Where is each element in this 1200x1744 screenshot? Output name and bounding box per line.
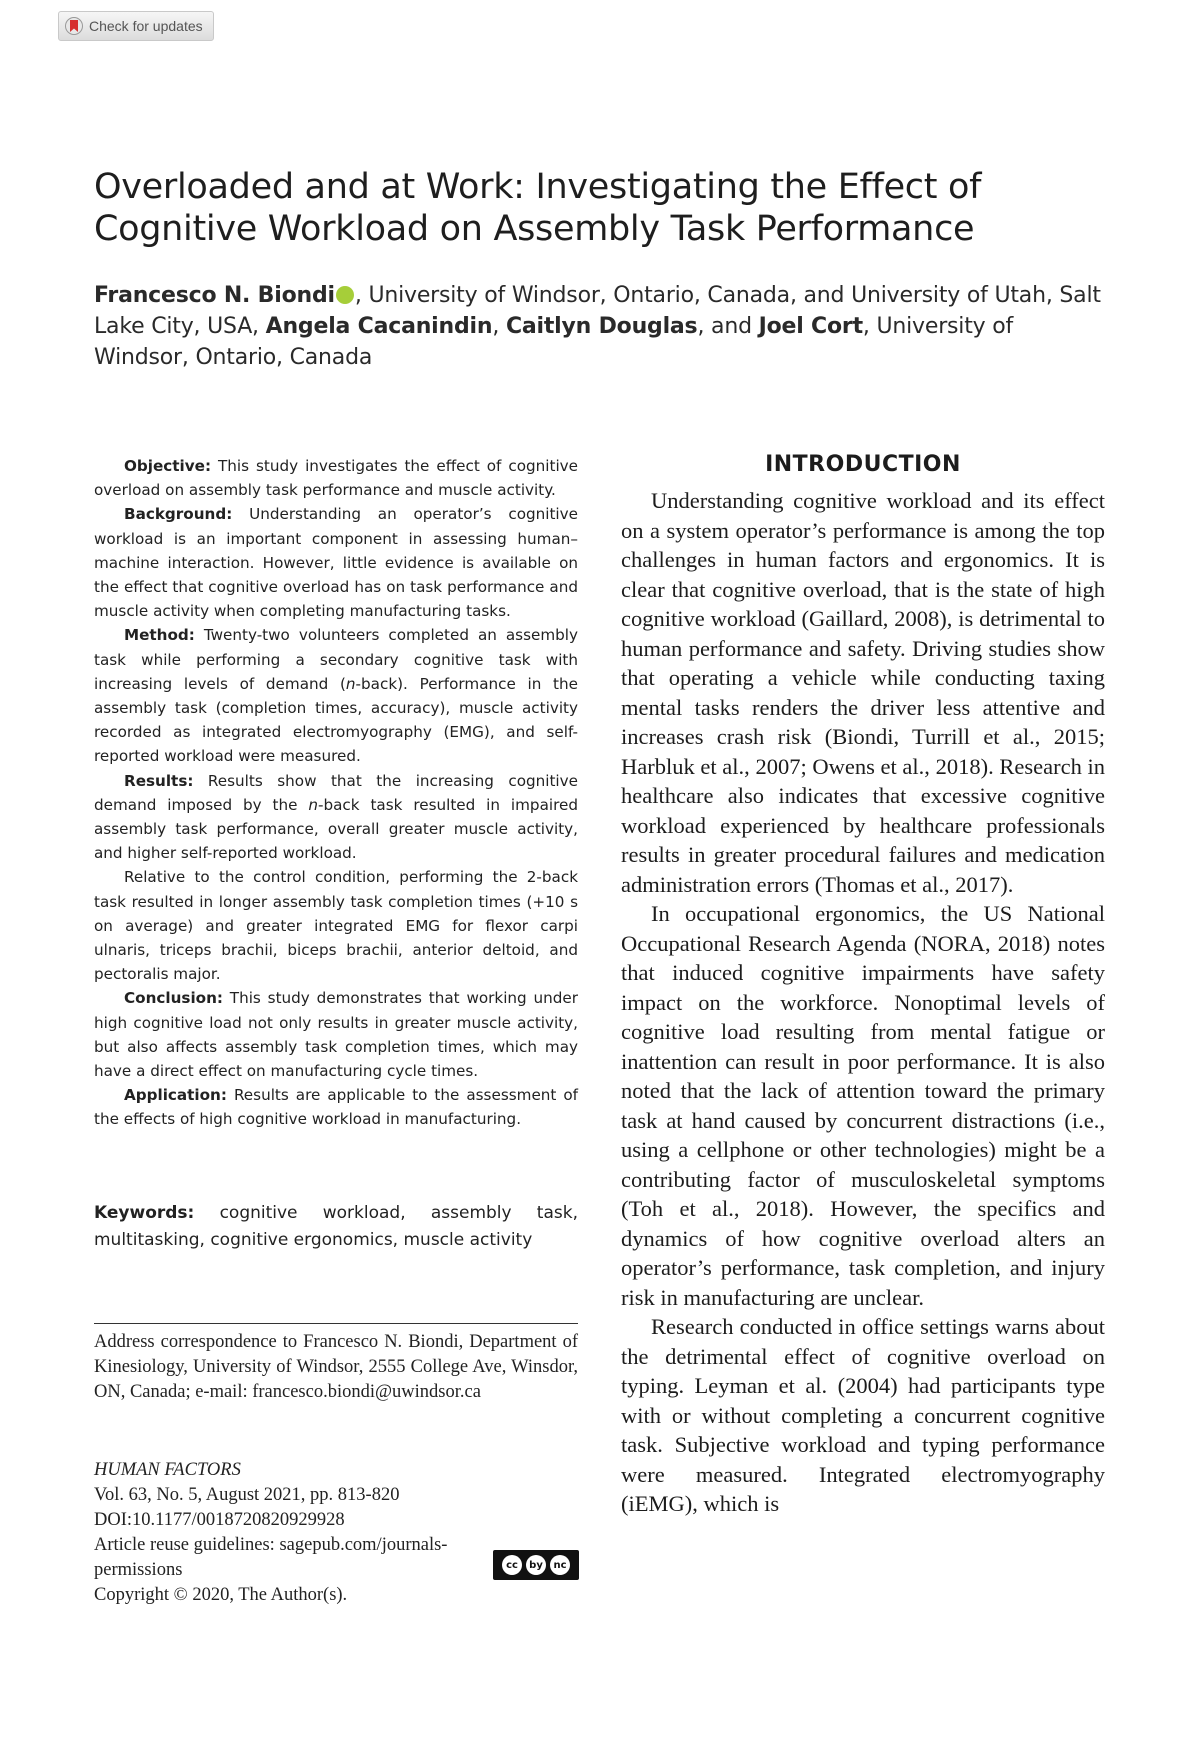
affiliation: , University of Windsor, Ontario, Canada, and University of Utah, Salt Lake City, USA, <box>94 283 1101 339</box>
title-line-2: Cognitive Workload on Assembly Task Performance <box>94 209 975 249</box>
correspondence-address: Address correspondence to Francesco N. Biondi, Department of Kinesiology, University of Windsor, 2555 College Ave, Winsdor, ON, Canada; e-mail: francesco.biondi@uwindsor.ca <box>94 1332 578 1402</box>
abstract-text: Understanding an operator’s cognitive workload is an important component in assessing human–machine interaction. However, little evidence is available on the effect that cognitive overload has on task performance and muscle activity when completing manufacturing tasks. <box>94 505 578 621</box>
abstract-objective <box>94 454 578 502</box>
abstract-label: Application: <box>124 1086 227 1105</box>
abstract-text: Results show that the increasing cognitive demand imposed by the <box>94 771 578 814</box>
journal-info <box>94 1458 578 1608</box>
abstract-text: -back task resulted in impaired assembly task performance, overall greater muscle activity, and higher self-reported workload. <box>94 795 578 863</box>
keywords-text: cognitive workload, assembly task, multitasking, cognitive ergonomics, muscle activity <box>94 1203 578 1250</box>
abstract-background <box>94 502 578 623</box>
abstract-text: Results are applicable to the assessment of the effects of high cognitive workload in manufacturing. <box>94 1086 578 1129</box>
abstract-label: Background: <box>124 505 233 524</box>
keywords-label: Keywords: <box>94 1203 195 1223</box>
abstract-text: Relative to the control condition, performing the 2-back task resulted in longer assembly task completion times (+10 s on average) and greater integrated EMG for flexor carpi ulnaris, triceps brachii, biceps brachii, anterior deltoid, and pectoralis major. <box>94 868 578 984</box>
keywords <box>94 1200 578 1254</box>
author-name: Angela Cacanindin <box>265 314 493 339</box>
check-for-updates-button[interactable] <box>58 11 214 41</box>
abstract-conclusion <box>94 986 578 1083</box>
intro-paragraph-2: In occupational ergonomics, the US National Occupational Research Agenda (NORA, 2018) notes that induced cognitive impairments have safety impact on the workforce. Nonoptimal levels of cognitive load resulting from mental fatigue or inattention can result in poor performance. It is also noted that the lack of attention toward the primary task at hand caused by concurrent distractions (i.e., using a cellphone or other technologies) might be a contributing factor of musculoskeletal symptoms (Toh et al., 2018). However, the specifics and dynamics of how cognitive overload alters an operator’s performance, task completion, and injury risk in manufacturing are unclear. <box>621 901 1105 1310</box>
introduction-section <box>621 450 1105 1519</box>
author-list <box>94 280 1104 373</box>
abstract-text: This study investigates the effect of cognitive overload on assembly task performance and muscle activity. <box>94 457 578 500</box>
abstract <box>94 454 578 1132</box>
cc-license-badge[interactable] <box>493 1550 579 1580</box>
abstract-results-detail <box>94 865 578 986</box>
abstract-text: -back). Performance in the assembly task (completion times, accuracy), muscle activity recorded as integrated electromyography (EMG), and self-reported workload were measured. <box>94 674 578 766</box>
crossmark-icon <box>65 17 83 35</box>
by-icon: by <box>526 1555 546 1575</box>
article-title <box>94 166 1104 250</box>
abstract-method <box>94 623 578 768</box>
abstract-text: This study demonstrates that working under high cognitive load not only results in greater muscle activity, but also affects assembly task completion times, which may have a direct effect on manufacturing cycle times. <box>94 989 578 1081</box>
author-name: Caitlyn Douglas <box>505 314 698 339</box>
abstract-text: Twenty-two volunteers completed an assembly task while performing a secondary cognitive task with increasing levels of demand ( <box>94 626 578 693</box>
footnote-divider <box>94 1323 578 1324</box>
intro-paragraph-3: Research conducted in office settings warns about the detrimental effect of cognitive overload on typing. Leyman et al. (2004) had participants type with or without completing a concurrent cognitive task. Subjective workload and typing performance were measured. Integrated electromyography (iEMG), which is <box>621 1314 1105 1516</box>
abstract-results <box>94 769 578 866</box>
separator: , and <box>697 314 759 339</box>
separator: , <box>492 314 506 339</box>
journal-name: HUMAN FACTORS <box>94 1460 241 1480</box>
author-name: Joel Cort <box>758 314 863 339</box>
reuse-guidelines[interactable]: Article reuse guidelines: sagepub.com/journals-permissions <box>94 1535 448 1580</box>
check-for-updates-label: Check for updates <box>89 18 203 34</box>
abstract-italic: n <box>308 795 318 814</box>
section-heading: INTRODUCTION <box>765 452 961 477</box>
nc-icon: nc <box>550 1555 570 1575</box>
orcid-icon[interactable] <box>336 286 354 304</box>
abstract-label: Results: <box>124 771 194 790</box>
journal-doi[interactable]: DOI:10.1177/0018720820929928 <box>94 1510 345 1530</box>
cc-icon: cc <box>502 1555 522 1575</box>
abstract-label: Method: <box>124 626 195 645</box>
title-line-1: Overloaded and at Work: Investigating the Effect of <box>94 167 982 207</box>
author-name: Francesco N. Biondi <box>94 283 335 308</box>
copyright: Copyright © 2020, The Author(s). <box>94 1585 348 1605</box>
affiliation: , University of Windsor, Ontario, Canada <box>94 314 1014 370</box>
abstract-application <box>94 1083 578 1131</box>
journal-volume: Vol. 63, No. 5, August 2021, pp. 813-820 <box>94 1485 400 1505</box>
abstract-label: Conclusion: <box>124 989 223 1008</box>
abstract-italic: n <box>345 674 356 693</box>
intro-paragraph-1: Understanding cognitive workload and its effect on a system operator’s performance is among the top challenges in human factors and ergonomics. It is clear that cognitive overload, that is the state of high cognitive workload (Gaillard, 2008), is detrimental to human performance and safety. Driving studies show that operating a vehicle while conducting taxing mental tasks renders the driver less attentive and increases crash risk (Biondi, Turrill et al., 2015; Harbluk et al., 2007; Owens et al., 2018). Research in healthcare also indicates that excessive cognitive workload experienced by healthcare professionals results in greater procedural failures and medication administration errors (Thomas et al., 2017). <box>621 488 1105 897</box>
abstract-label: Objective: <box>124 457 212 475</box>
